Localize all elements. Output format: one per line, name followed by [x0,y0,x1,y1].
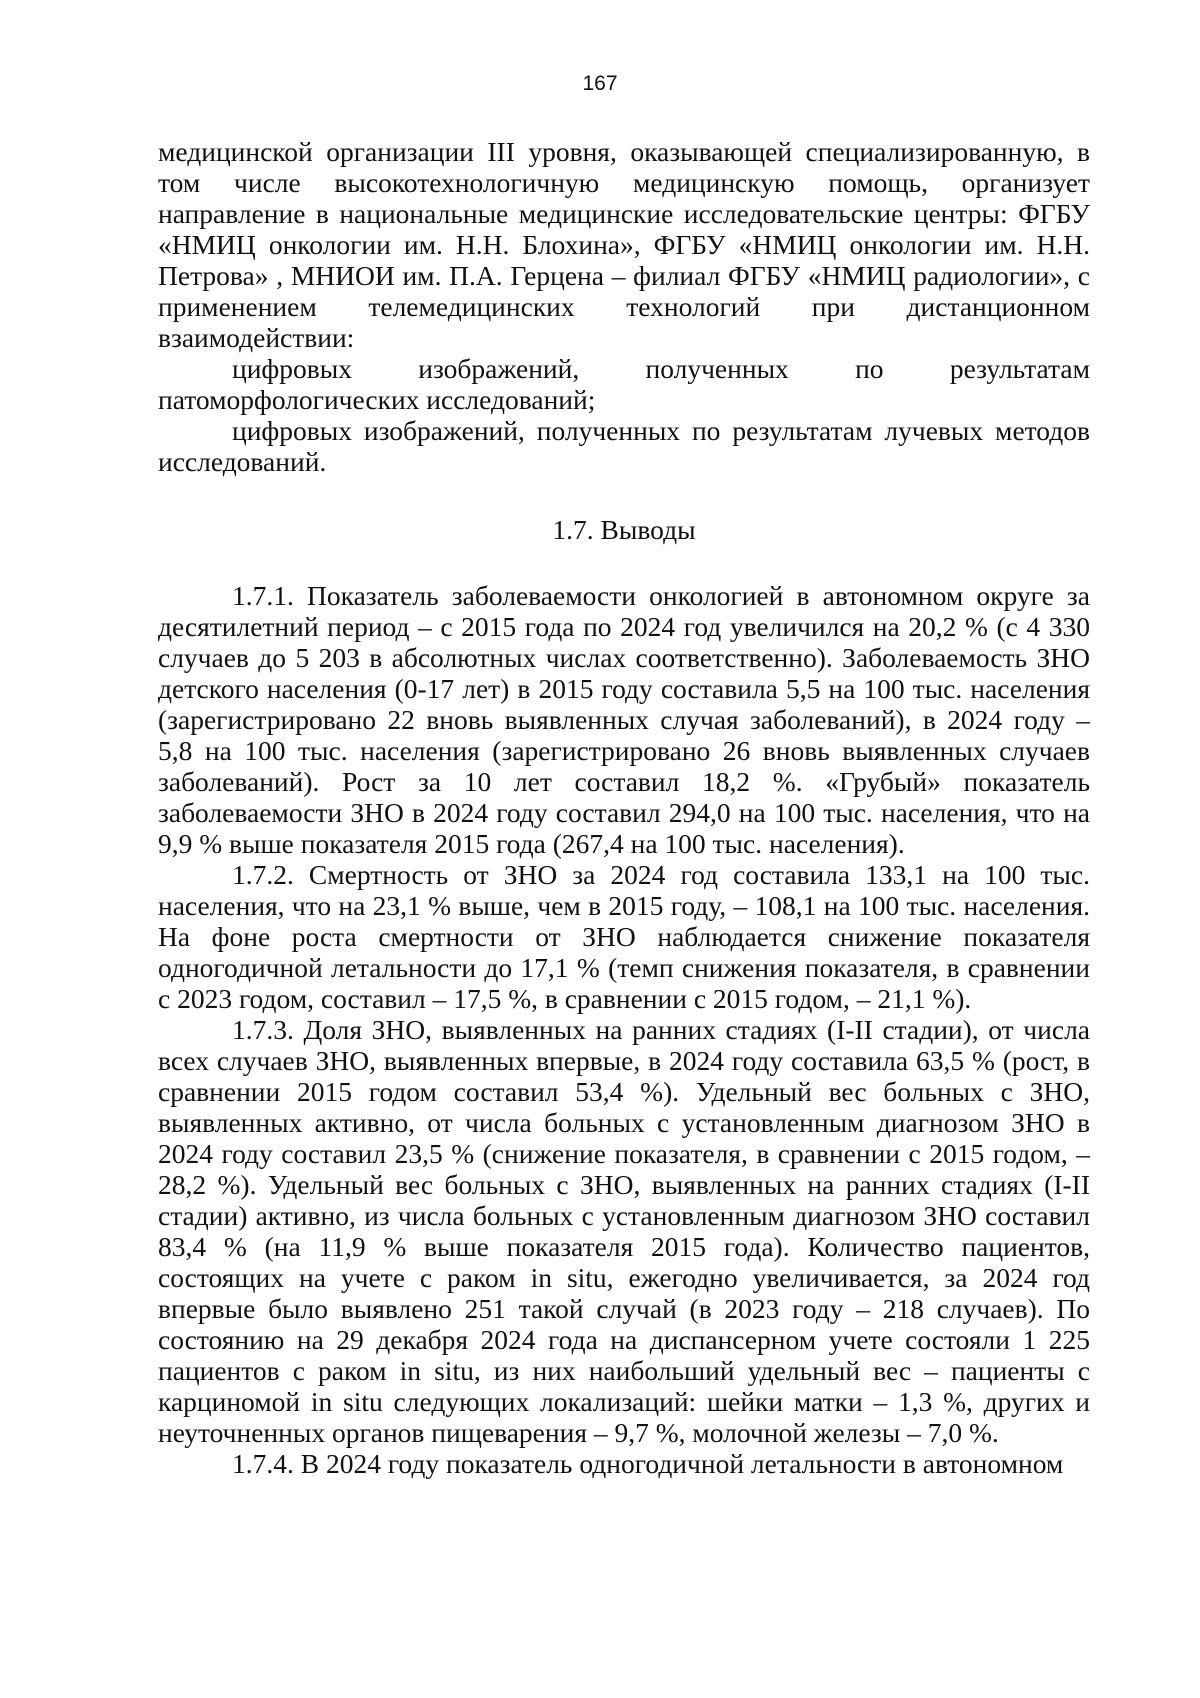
list-item-pathomorphology: цифровых изображений, полученных по результатам патоморфологических исследований; [158,353,1090,415]
paragraph-intro: медицинской организации III уровня, оказывающей специализированную, в том числе высокотехнологичную медицинскую помощь, организует направление в национальные медицинские исследовательские центры: ФГБУ «НМИЦ онкологии им. Н.Н. Блохина», ФГБУ «НМИЦ онкологии им. Н.Н. Петрова» , МНИОИ им. П.А. Герцена – филиал ФГБУ «НМИЦ радиологии», с применением телемедицинских технологий при дистанционном взаимодействии: [158,136,1090,353]
paragraph-1-7-1: 1.7.1. Показатель заболеваемости онкологией в автономном округе за десятилетний период – с 2015 года по 2024 год увеличился на 20,2 % (с 4 330 случаев до 5 203 в абсолютных числах соответственно). Заболеваемость ЗНО детского населения (0-17 лет) в 2015 году составила 5,5 на 100 тыс. населения (зарегистрировано 22 вновь выявленных случая заболеваний), в 2024 году – 5,8 на 100 тыс. населения (зарегистрировано 26 вновь выявленных случаев заболеваний). Рост за 10 лет составил 18,2 %. «Грубый» показатель заболеваемости ЗНО в 2024 году составил 294,0 на 100 тыс. населения, что на 9,9 % выше показателя 2015 года (267,4 на 100 тыс. населения). [158,580,1090,859]
paragraph-1-7-2: 1.7.2. Смертность от ЗНО за 2024 год составила 133,1 на 100 тыс. населения, что на 23,1 % выше, чем в 2015 году, – 108,1 на 100 тыс. населения. На фоне роста смертности от ЗНО наблюдается снижение показателя одногодичной летальности до 17,1 % (темп снижения показателя, в сравнении с 2023 годом, составил – 17,5 %, в сравнении с 2015 годом, – 21,1 %). [158,859,1090,1014]
list-item-radiology: цифровых изображений, полученных по результатам лучевых методов исследований. [158,415,1090,477]
paragraph-1-7-4: 1.7.4. В 2024 году показатель одногодичной летальности в автономном [232,1448,1064,1479]
paragraph-1-7-3: 1.7.3. Доля ЗНО, выявленных на ранних стадиях (I-II стадии), от числа всех случаев ЗНО, выявленных впервые, в 2024 году составила 63,5 % (рост, в сравнении 2015 годом составил 53,4 %). Удельный вес больных с ЗНО, выявленных активно, от числа больных с установленным диагнозом ЗНО в 2024 году составил 23,5 % (снижение показателя, в сравнении с 2015 годом, – 28,2 %). Удельный вес больных с ЗНО, выявленных на ранних стадиях (I-II стадии) активно, из числа больных с установленным диагнозом ЗНО составил 83,4 % (на 11,9 % выше показателя 2015 года). Количество пациентов, состоящих на учете с раком in situ, ежегодно увеличивается, за 2024 год впервые было выявлено 251 такой случай (в 2023 году – 218 случаев). По состоянию на 29 декабря 2024 года на диспансерном учете состояли 1 225 пациентов с раком in situ, из них наибольший удельный вес – пациенты с карциномой in situ следующих локализаций: шейки матки – 1,3 %, других и неуточненных органов пищеварения – 9,7 %, молочной железы – 7,0 %. [158,1014,1090,1448]
section-heading: 1.7. Выводы [552,514,696,545]
body-text [158,136,1090,1479]
page-number: 167 [582,72,618,95]
